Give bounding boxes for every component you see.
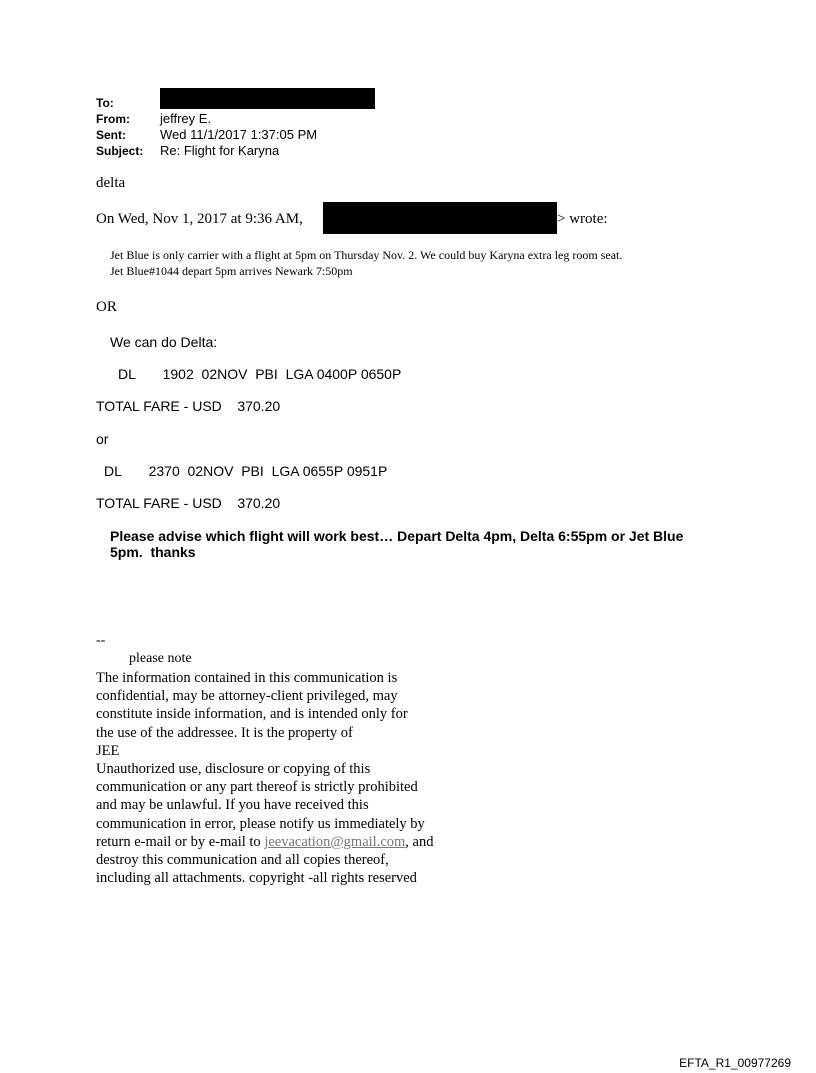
advise-line-1: Please advise which flight will work best… Depart Delta 4pm, Delta 6:55pm or Jet Blue	[110, 528, 684, 544]
from-value: jeffrey E.	[160, 111, 212, 126]
reply-text: delta	[96, 175, 126, 191]
signature-dashes: --	[96, 633, 106, 648]
email-prefix: return e-mail or by e-mail to	[96, 833, 265, 850]
disclaimer-line: including all attachments. copyright -all rights reserved	[96, 870, 417, 887]
email-suffix: , and	[405, 833, 434, 850]
from-label: From:	[96, 112, 130, 126]
jetblue-line-2: Jet Blue#1044 depart 5pm arrives Newark 7:50pm	[110, 264, 353, 278]
delta-intro: We can do Delta:	[110, 334, 218, 350]
total-fare-1: TOTAL FARE - USD 370.20	[96, 398, 281, 414]
quote-intro: On Wed, Nov 1, 2017 at 9:36 AM,	[96, 211, 303, 227]
subject-value: Re: Flight for Karyna	[160, 143, 280, 158]
redaction-sender	[323, 202, 557, 234]
disclaimer-line: constitute inside information, and is intended only for	[96, 706, 408, 723]
disclaimer-line: and may be unlawful. If you have received this	[96, 797, 369, 814]
disclaimer	[96, 669, 433, 887]
sent-label: Sent:	[96, 128, 126, 142]
redaction-to	[160, 88, 375, 109]
signature-note: please note	[129, 651, 192, 666]
flight-option-1: DL 1902 02NOV PBI LGA 0400P 0650P	[118, 366, 402, 382]
total-fare-2: TOTAL FARE - USD 370.20	[96, 495, 281, 511]
or-upper: OR	[96, 299, 117, 315]
or-lower: or	[96, 431, 109, 447]
disclaimer-line: JEE	[96, 742, 120, 759]
document-id: EFTA_R1_00977269	[679, 1056, 791, 1070]
disclaimer-line: communication in error, please notify us immediately by	[96, 815, 425, 832]
jetblue-line-1: Jet Blue is only carrier with a flight at 5pm on Thursday Nov. 2. We could buy Karyna extra leg room seat.	[110, 248, 623, 262]
to-label: To:	[96, 96, 114, 110]
email-link[interactable]: jeevacation@gmail.com	[264, 833, 406, 850]
disclaimer-line: confidential, may be attorney-client privileged, may	[96, 688, 398, 705]
disclaimer-line: the use of the addressee. It is the property of	[96, 724, 353, 741]
sent-value: Wed 11/1/2017 1:37:05 PM	[160, 127, 318, 142]
disclaimer-line: destroy this communication and all copies thereof,	[96, 852, 389, 869]
quote-wrote: > wrote:	[557, 211, 608, 227]
disclaimer-line: The information contained in this communication is	[96, 670, 398, 686]
advise-line-2: 5pm. thanks	[110, 544, 196, 560]
subject-label: Subject:	[96, 144, 144, 158]
disclaimer-line: Unauthorized use, disclosure or copying of this	[96, 761, 371, 778]
disclaimer-email-line	[96, 833, 433, 851]
flight-option-2: DL 2370 02NOV PBI LGA 0655P 0951P	[104, 463, 388, 479]
disclaimer-line: communication or any part thereof is strictly prohibited	[96, 779, 418, 796]
